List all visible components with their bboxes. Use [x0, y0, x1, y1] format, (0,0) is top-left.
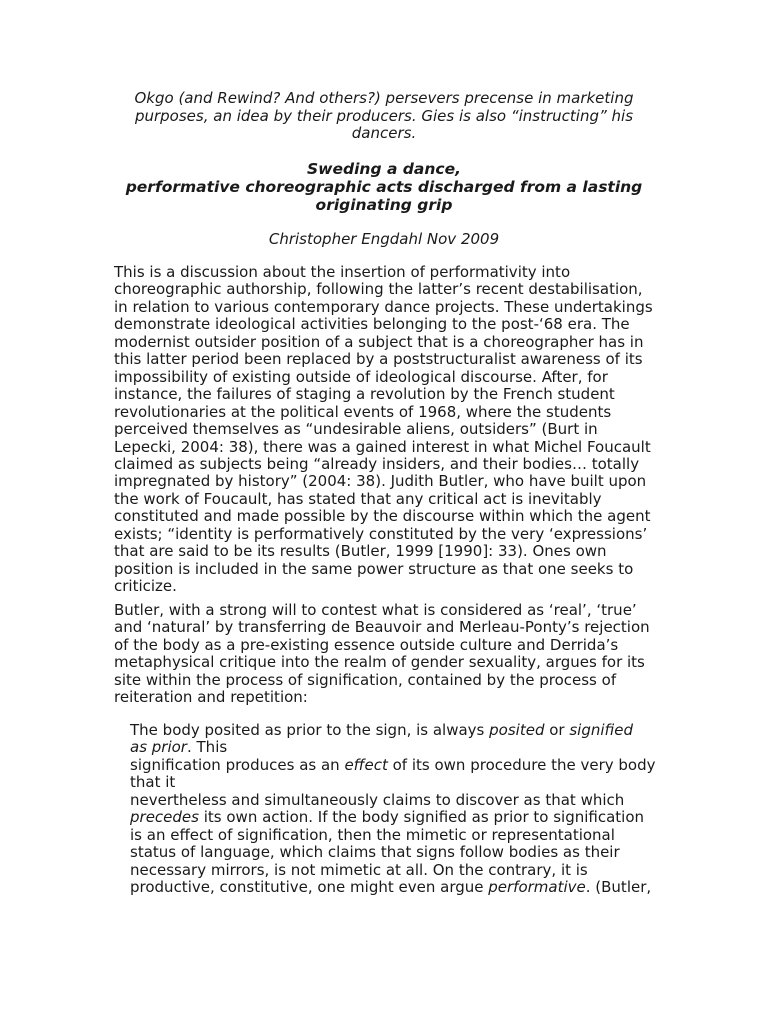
quote-text: or — [544, 721, 570, 739]
quote-emphasis: signified — [569, 721, 633, 739]
quote-line-5 — [130, 809, 660, 896]
quote-text: of its own procedure the very body that it — [130, 755, 656, 792]
quote-emphasis: performative — [488, 878, 586, 897]
quote-text: The body posited as prior to the sign, is always — [130, 721, 490, 739]
title-line-1: Sweding a dance, — [307, 160, 461, 178]
intro-note: Okgo (and Rewind? And others?) persevers precense in marketing purposes, an idea by their producers. Gies is also “instructing” his dancers. — [134, 89, 634, 142]
quote-line-4: nevertheless and simultaneously claims to discover as that which — [130, 790, 625, 809]
quote-text: . (Butler, — [585, 878, 652, 897]
quote-text: signification produces as an — [130, 755, 345, 774]
title-line-2: performative choreographic acts discharged from a lasting originating grip — [125, 178, 643, 214]
body-paragraph-1: This is a discussion about the insertion of performativity into choreographic authorship, following the latter’s recent destabilisation, in relation to various contemporary dance projects. These undertakings demonstrate ideological activities belonging to the post-‘68 era. The modernist outsider position of a subject that is a choreographer has in this latter period been replaced by a poststructuralist awareness of its impossibility of existing outside of ideological discourse. After, for instance, the failures of staging a revolution by the French student revolutionaries at the political events of 1968, where the students perceived themselves as “undesirable aliens, outsiders” (Burt in Lepecki, 2004: 38), there was a gained interest in what Michel Foucault claimed as subjects being “already insiders, and their bodies… totally impregnated by history” (2004: 38). Judith Butler, who have built upon the work of Foucault, has stated that any critical act is inevitably constituted and made possible by the discourse within which the agent exists; “identity is performatively constituted by the very ‘expressions’ that are said to be its results (Butler, 1999 [1990]: 33). Ones own position is included in the same power structure as that one seeks to criticize. — [114, 263, 653, 596]
body-paragraph-2: Butler, with a strong will to contest what is considered as ‘real’, ‘true’ and ‘natural’ by transferring de Beauvoir and Merleau-Ponty’s rejection of the body as a pre-existing essence outside culture and Derrida’s metaphysical critique into the realm of gender sexuality, argues for its site within the process of signification, contained by the process of reiteration and repetition: — [114, 601, 650, 707]
quote-text: its own action. If the body signified as prior to signification is an effect of signification, then the mimetic or representational status of language, which claims that signs follow bodies as their necessary mirrors, is not mimetic at all. On the contrary, it is productive, constitutive, one might even argue — [130, 808, 645, 897]
quote-line-3 — [130, 757, 660, 792]
author-byline: Christopher Engdahl Nov 2009 — [268, 230, 500, 248]
quote-emphasis: as prior — [130, 738, 187, 757]
quote-line-1 — [130, 722, 660, 739]
quote-line-2 — [130, 739, 660, 756]
block-quote — [130, 722, 660, 897]
document-title — [112, 160, 656, 214]
quote-emphasis: posited — [489, 721, 545, 739]
quote-emphasis: precedes — [130, 808, 199, 827]
quote-text: . This — [186, 738, 228, 757]
quote-emphasis: effect — [344, 755, 388, 774]
